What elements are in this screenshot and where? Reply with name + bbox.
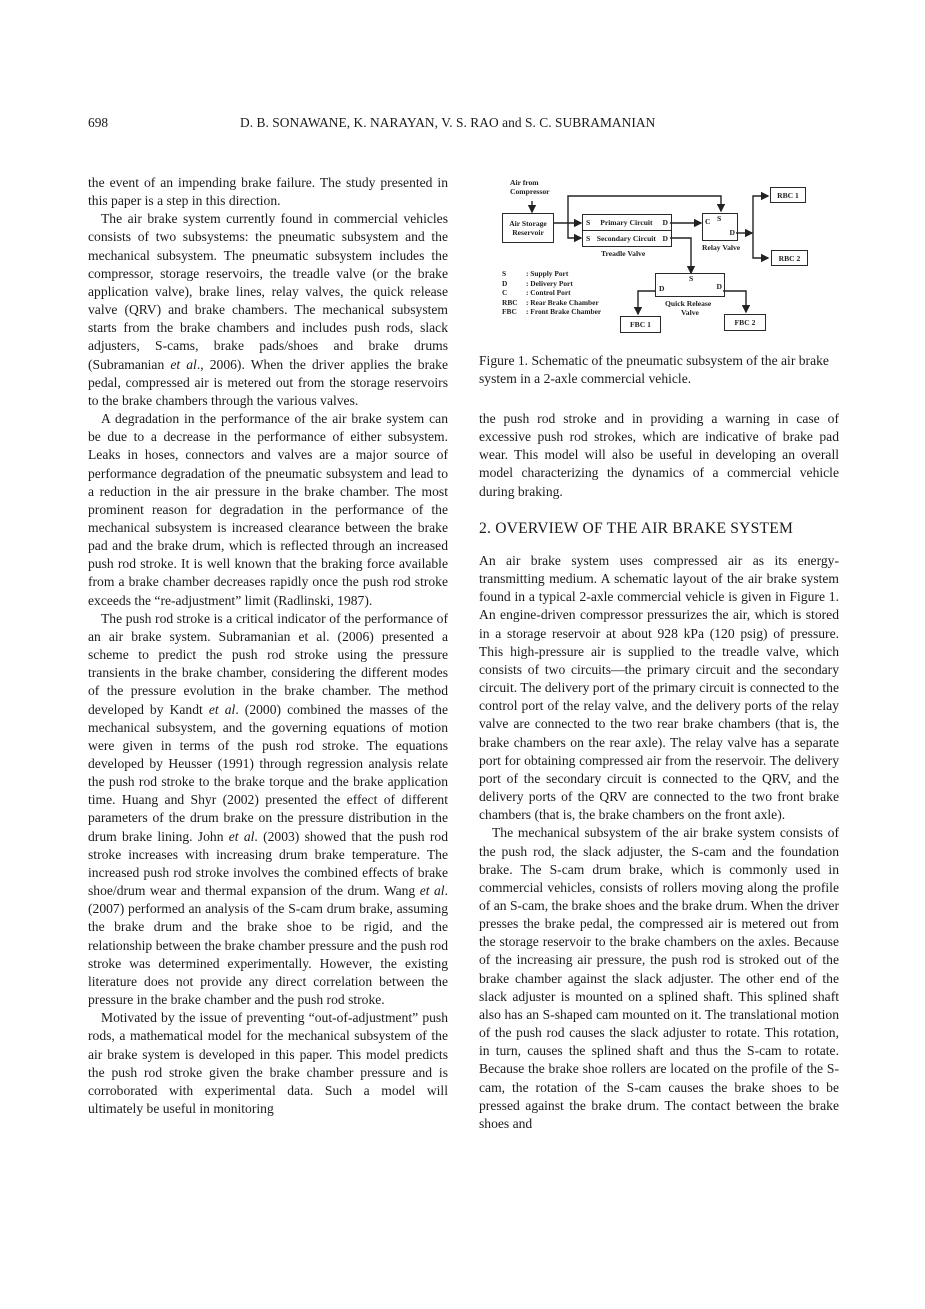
paragraph: Motivated by the issue of preventing “out-of-adjustment” push rods, a mathematical model for the mechanical subsystem of the air brake system is developed in this paper. This model predicts the push rod stroke given the brake chamber pressure and is corroborated with experimental data. Such a model will ultimately be useful in monitoring <box>88 1010 448 1116</box>
box-label: Primary Circuit <box>600 218 653 227</box>
legend-row <box>502 307 601 317</box>
rbc1-box: RBC 1 <box>770 187 806 203</box>
paragraph: An air brake system uses compressed air as its energy-transmitting medium. A schematic layout of the air brake system found in a typical 2-axle commercial vehicle is given in Figure 1. An engine-driven compressor pressurizes the air, which is stored in a storage reservoir at about 928 kPa (120 psig) of pressure. This high-pressure air is supplied to the treadle valve, which consists of two circuits—the primary circuit and the secondary circuit. The delivery port of the primary circuit is connected to the control port of the relay valve, and the delivery ports of the relay valve are connected to the two rear brake chambers (that is, the brake chambers on the rear axle). The relay valve has a separate port for obtaining compressed air from the reservoir. The delivery port of the secondary circuit is connected to the QRV, and the delivery ports of the QRV are connected to the two front brake chambers (that is, the brake chambers on the front axle). <box>479 553 839 823</box>
quick-release-valve-box <box>655 273 725 297</box>
legend-row <box>502 269 601 279</box>
text-run: The air brake system currently found in commercial vehicles consists of two subsystems: the pneumatic subsystem and the mechanical subsystem. The pneumatic subsystem includes the compressor, storage reservoirs, the treadle valve (or the brake application valve), brake lines, relay valves, the quick release valve (QRV) and brake chambers. The mechanical subsystem starts from the brake chambers and includes push rods, slack adjusters, S-cams, brake pads/shoes and brake drums (Subramanian <box>88 211 448 372</box>
fbc1-box: FBC 1 <box>620 316 661 333</box>
port-label: S <box>717 214 722 223</box>
paragraph <box>88 610 448 1009</box>
qrv-label-line2: Valve <box>681 308 699 317</box>
text-run: . (2000) combined the masses of the mechanical subsystem, and the governing equations of motion were given in terms of the push rod stroke. The equations developed by Heusser (1991) through regression analysis relate the push rod stroke to the brake torque and the brake application time. Huang and Shyr (2002) presented the effect of different parameters of the drum brake on the pressure distribution in the drum brake lining. John <box>88 701 448 844</box>
paragraph: the push rod stroke and in providing a warning in case of excessive push rod strokes, which are indicative of brake pad wear. This model will also be useful in developing an overall model characterizing the dynamics of a commercial vehicle during braking. <box>479 411 839 499</box>
legend-key: D <box>502 278 508 288</box>
fbc2-box: FBC 2 <box>724 314 766 331</box>
legend-row <box>502 298 601 308</box>
paragraph <box>88 210 448 410</box>
port-label: S <box>586 234 591 243</box>
text-run: . (2003) showed that the push rod stroke increases with increasing drum brake temperature. The increased push rod stroke involves the combined effects of brake shoe/drum wear and thermal expansion of the drum. Wang <box>88 828 448 899</box>
legend-row <box>502 279 601 289</box>
italic-run: et al <box>419 883 445 899</box>
legend-row <box>502 288 601 298</box>
legend-key: FBC <box>502 307 517 316</box>
text-run: The push rod stroke is a critical indicator of the performance of an air brake system. Subramanian et al. (2006) presented a scheme to predict the push rod stroke using the pressure transients in the brake chamber, considering the different modes of the pressure evolution in the brake chamber. The method developed by Kandt <box>88 610 448 717</box>
right-column-continuation <box>479 410 839 501</box>
legend-value: : Control Port <box>526 288 571 297</box>
air-storage-reservoir-box <box>502 213 554 243</box>
box-label: Air Storage <box>509 219 547 228</box>
legend-key: S <box>502 269 507 278</box>
port-label: C <box>705 217 711 226</box>
italic-run: et al <box>208 701 236 717</box>
port-label: D <box>729 228 735 237</box>
box-label: Secondary Circuit <box>596 234 656 243</box>
italic-run: et al <box>170 356 197 372</box>
port-label: D <box>662 218 668 227</box>
figure-legend <box>502 269 601 317</box>
legend-value: : Rear Brake Chamber <box>526 297 599 307</box>
paragraph: A degradation in the performance of the air brake system can be due to a decrease in the performance of either subsystem. Leaks in hoses, connectors and valves are a major source of performance degradation of the pneumatic subsystem and lead to a reduction in the air pressure in the brake chamber. The most prominent reason for degradation in the performance of the mechanical subsystem is increased clearance between the brake pad and the brake drum, which is reflected through an increased push rod stroke. It is well known that the braking force available from a brake chamber decreases rapidly once the push rod stroke exceeds the “re-adjustment” limit (Radlinski, 1987). <box>88 411 448 608</box>
running-head <box>0 113 925 133</box>
qrv-label-line1: Quick Release <box>665 299 712 308</box>
air-from-label: Air from <box>510 178 539 187</box>
treadle-valve-label: Treadle Valve <box>601 249 646 258</box>
legend-key: RBC <box>502 297 518 307</box>
legend-value: : Front Brake Chamber <box>526 307 602 316</box>
compressor-label: Compressor <box>510 187 550 196</box>
port-label: S <box>586 218 591 227</box>
paragraph: The mechanical subsystem of the air brake system consists of the push rod, the slack adjuster, the S-cam and the foundation brake. The S-cam drum brake, which is commonly used in commercial vehicles, consists of rollers moving along the profile of an S-cam, the brake shoes and the brake drum. When the driver presses the brake pedal, the compressed air is metered out from the storage reservoir to the brake chambers on the axles. Because of the increasing air pressure, the push rod is stroked out of the brake chamber against the slack adjuster. The other end of the slack adjuster is mounted on a splined shaft. This splined shaft also has an S-shaped cam mounted on it. The translational motion of the push rod causes the slack adjuster to rotate. This rotation, in turn, causes the splined shaft and thus the S-cam to rotate. Because the brake shoe rollers are located on the profile of the S-cam, the rotation of the S-cam causes the brake shoes to be pressed against the brake drum. The contact between the brake shoes and <box>479 825 839 1131</box>
primary-circuit-box <box>582 214 672 231</box>
legend-value: : Supply Port <box>526 269 569 278</box>
page-number: 698 <box>88 115 109 130</box>
box-label: Reservoir <box>512 228 544 237</box>
legend-value: : Delivery Port <box>526 278 573 288</box>
rbc2-box: RBC 2 <box>771 250 808 266</box>
author-list: D. B. SONAWANE, K. NARAYAN, V. S. RAO and S. C. SUBRAMANIAN <box>240 115 656 130</box>
port-label: D <box>659 284 665 293</box>
text-run: . (2007) performed an analysis of the S-cam drum brake, assuming the brake drum and the brake shoe to be rigid, and the relationship between the brake chamber pressure and the push rod stroke was determined experimentally. However, the existing literature does not provide any direct correlation between the pressure in the brake chamber and the push rod stroke. <box>88 883 448 1008</box>
port-label: D <box>716 282 722 291</box>
paragraph: the event of an impending brake failure. The study presented in this paper is a step in this direction. <box>88 175 448 209</box>
legend-key: C <box>502 288 508 297</box>
relay-valve-box <box>702 213 738 241</box>
port-label: S <box>689 274 694 283</box>
secondary-circuit-box <box>582 230 672 247</box>
relay-valve-label: Relay Valve <box>702 243 741 252</box>
left-column <box>88 174 448 1118</box>
section-heading: 2. OVERVIEW OF THE AIR BRAKE SYSTEM <box>479 520 794 537</box>
italic-run: et al <box>228 828 255 844</box>
right-column-main <box>479 552 839 1133</box>
port-label: D <box>662 234 668 243</box>
figure-caption: Figure 1. Schematic of the pneumatic subsystem of the air brake system in a 2-axle commercial vehicle. <box>479 353 829 387</box>
figure-1-schematic <box>498 176 848 346</box>
text-run: ., 2006). When the driver applies the brake pedal, compressed air is metered out from the storage reservoirs to the brake chambers through the various valves. <box>88 356 448 408</box>
